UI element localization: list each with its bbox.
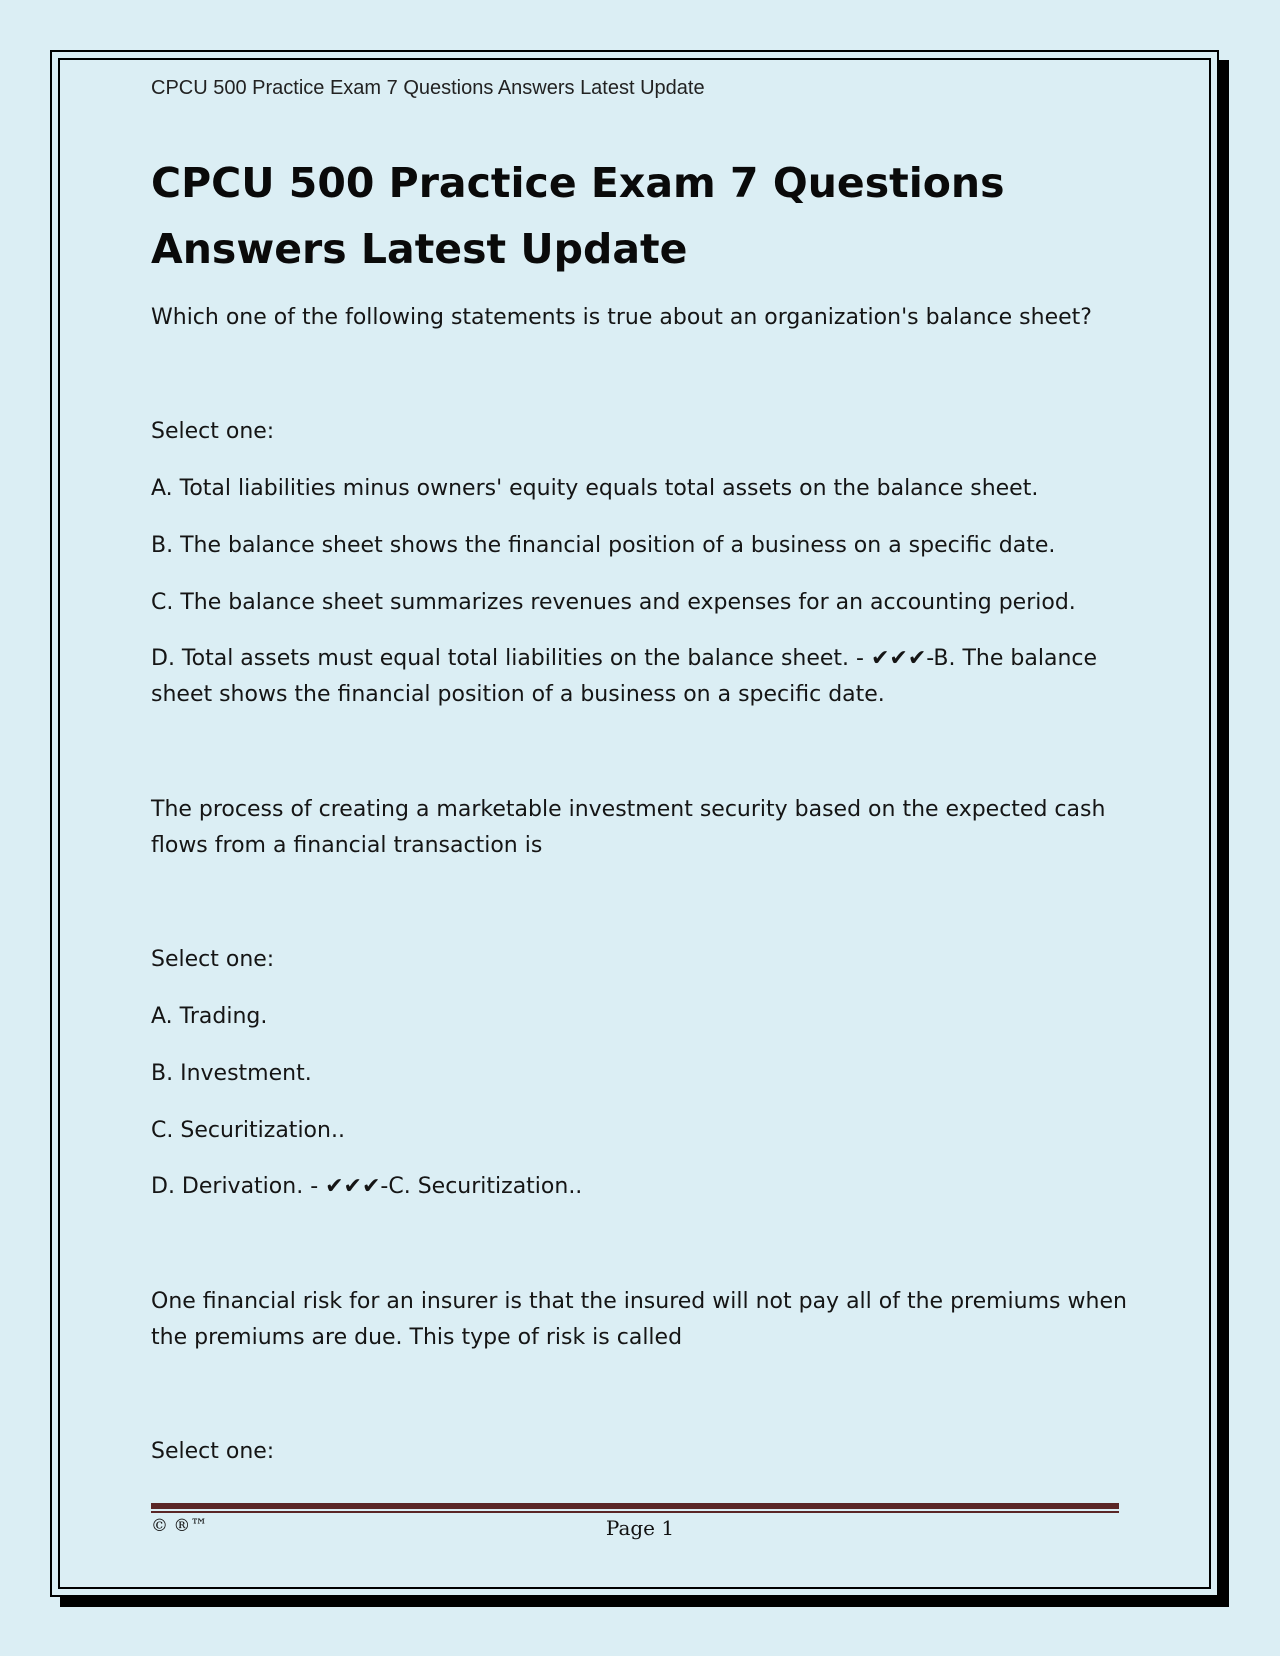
question-1-option-c: C. The balance sheet summarizes revenues and expenses for an accounting period. — [151, 590, 1076, 615]
question-2-option-a: A. Trading. — [151, 1004, 268, 1029]
question-2-option-c: C. Securitization.. — [151, 1118, 345, 1143]
question-2-option-d-answer: D. Derivation. - ✔✔✔-C. Securitization.. — [151, 1174, 583, 1199]
question-2-option-b: B. Investment. — [151, 1061, 312, 1086]
question-2-select-label: Select one: — [151, 947, 275, 972]
question-1-option-b: B. The balance sheet shows the financial position of a business on a specific date. — [151, 533, 1056, 558]
question-1-option-a: A. Total liabilities minus owners' equity equals total assets on the balance sheet. — [151, 476, 1039, 501]
question-1-prompt: Which one of the following statements is true about an organization's balance sheet? — [151, 305, 1092, 330]
footer-rule — [151, 1503, 1119, 1509]
question-1-option-d-answer: D. Total assets must equal total liabilities on the balance sheet. - ✔✔✔-B. The balance sheet shows the financial position of a business on a specific date. — [151, 646, 1098, 707]
question-2-prompt: The process of creating a marketable investment security based on the expected cash flows from a financial transaction is — [151, 797, 1106, 858]
document-title: CPCU 500 Practice Exam 7 Questions Answers Latest Update — [151, 159, 1005, 273]
running-header: CPCU 500 Practice Exam 7 Questions Answers Latest Update — [151, 77, 705, 99]
question-3-prompt: One financial risk for an insurer is that the insured will not pay all of the premiums when the premiums are due. This type of risk is called — [151, 1289, 1127, 1350]
question-3-select-label: Select one: — [151, 1439, 275, 1464]
question-1-select-label: Select one: — [151, 419, 275, 444]
footer-symbols: © ®™ — [151, 1516, 208, 1536]
page-number: Page 1 — [605, 1516, 675, 1540]
footer-rule-thin — [151, 1511, 1119, 1513]
